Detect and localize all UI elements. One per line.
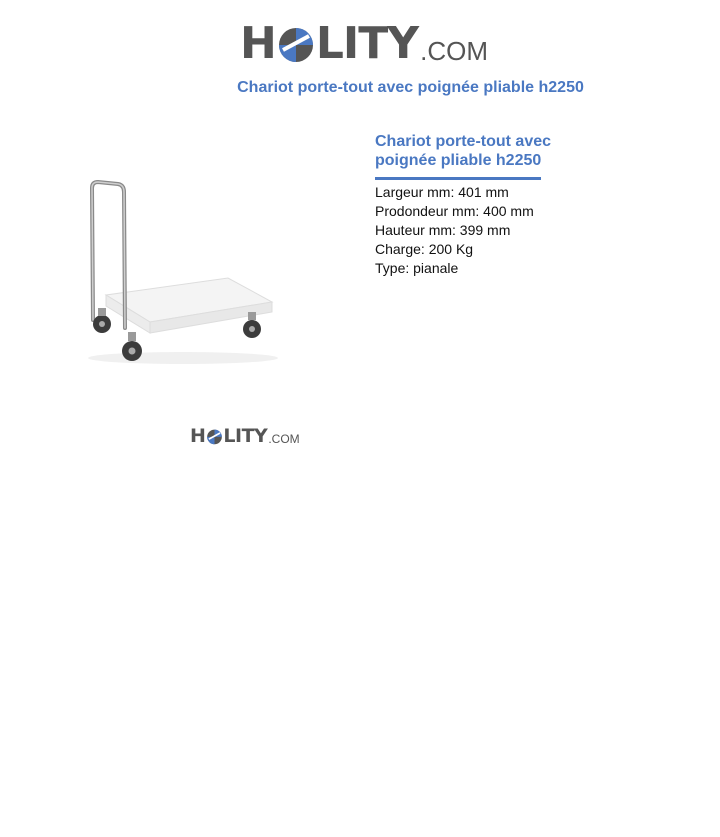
page-title: Chariot porte-tout avec poignée pliable h2250	[237, 79, 584, 96]
logo-domain: .COM	[268, 432, 300, 446]
title-divider	[375, 177, 541, 180]
product-title: Chariot porte-tout avec poignée pliable h2250	[375, 133, 552, 169]
logo-word: LITY	[223, 425, 268, 447]
logo-domain: .COM	[420, 36, 489, 66]
logo-letter-h: H	[190, 425, 206, 447]
logo-letter-h: H	[240, 18, 276, 69]
spec-depth: Prodondeur mm: 400 mm	[375, 203, 534, 219]
logo-o-mark-icon	[277, 22, 315, 66]
logo-word: LITY	[315, 18, 419, 69]
spec-load: Charge: 200 Kg	[375, 241, 474, 257]
holity-logo	[240, 14, 489, 69]
spec-height: Hauteur mm: 399 mm	[375, 222, 511, 238]
trolley-image	[78, 170, 288, 370]
spec-type: Type: pianale	[375, 260, 459, 276]
holity-logo-small	[190, 427, 300, 446]
spec-width: Largeur mm: 401 mm	[375, 184, 509, 200]
product-details	[375, 132, 635, 278]
logo-o-mark-icon	[206, 427, 223, 446]
